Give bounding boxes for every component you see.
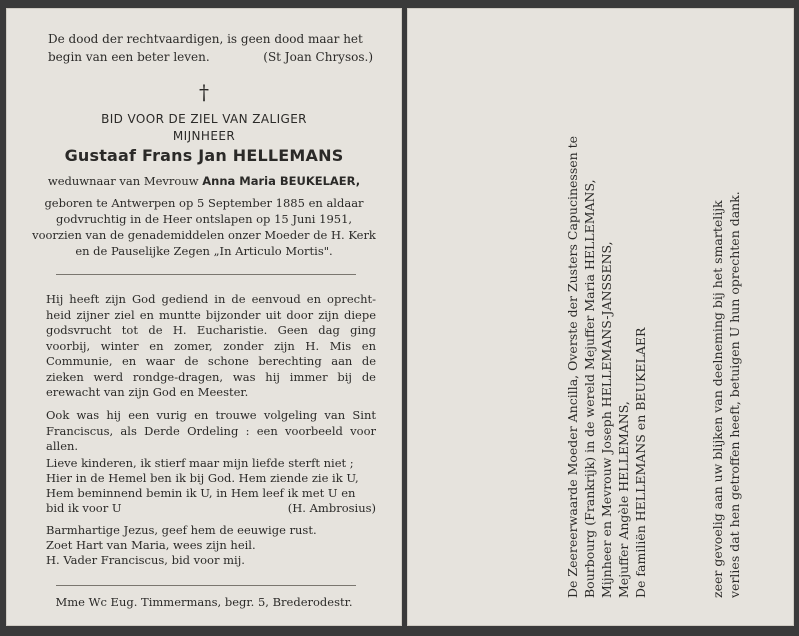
- epigraph-line-2: begin van een beter leven.: [48, 50, 210, 64]
- invocation-line: Barmhartige Jezus, geef hem de eeuwige rust.: [46, 523, 317, 537]
- poem-line: Lieve kinderen, ik stierf maar mijn liefde sterft niet ;: [46, 456, 354, 470]
- widower-line: [6, 174, 402, 188]
- divider: [56, 585, 356, 586]
- family-line: De Zeereerwaarde Moeder Ancilla, Overste der Zusters Capucinessen te: [565, 135, 580, 598]
- family-line: Mijnheer en Mevrouw Joseph HELLEMANS-JANSSENS,: [599, 241, 614, 598]
- poem-line: Hier in de Hemel ben ik bij God. Hem ziende zie ik U,: [46, 471, 359, 485]
- family-line: Bourbourg (Frankrijk) in de wereld Mejuffer Maria HELLEMANS,: [582, 179, 597, 598]
- franciscan-paragraph: Ook was hij een vurig en trouwe volgeling van Sint Franciscus, als Derde Ordeling : een voorbeeld voor allen.: [46, 408, 376, 453]
- widower-name: Anna Maria BEUKELAER,: [202, 174, 361, 188]
- farewell-poem: [46, 456, 376, 516]
- cross-icon: †: [199, 80, 209, 104]
- deceased-name: Gustaaf Frans Jan HELLEMANS: [64, 146, 344, 165]
- epigraph-source: (St Joan Chrysos.): [263, 50, 373, 64]
- family-line: De familiën HELLEMANS en BEUKELAER: [633, 327, 648, 598]
- detail-line: godvruchtig in de Heer ontslapen op 15 Juni 1951,: [55, 212, 353, 226]
- printer-credit: Mme Wc Eug. Timmermans, begr. 5, Brederodestr.: [55, 595, 353, 609]
- divider: [56, 274, 356, 275]
- family-announcement: [564, 38, 649, 598]
- memorial-card-back: [407, 8, 794, 626]
- biography-paragraph: Hij heeft zijn God gediend in de eenvoud en oprecht-heid zijner ziel en muntte bijzonder uit door zijn diepe godsvrucht tot de H. Eucharistie. Geen dag ging voorbij, winter en zomer, zonder zijn H. Mis en Communie, en waar de schone berechting aan de zieken werd rondge-dragen, was hij immer bij de erewacht van zijn God en Meester.: [46, 292, 376, 399]
- poem-line: Hem beminnend bemin ik U, in Hem leef ik met U en: [46, 486, 356, 500]
- family-line: Mejuffer Angèle HELLEMANS,: [616, 401, 631, 598]
- detail-line: en de Pauselijke Zegen „In Articulo Mortis".: [75, 244, 333, 258]
- invocation-line: H. Vader Franciscus, bid voor mij.: [46, 553, 245, 567]
- thanks-line: verlies dat hen getroffen heeft, betuigen U hun oprechten dank.: [727, 191, 742, 598]
- epigraph: [48, 30, 373, 66]
- prayer-heading: BID VOOR DE ZIEL VAN ZALIGER: [101, 112, 307, 126]
- invocations: [46, 523, 376, 568]
- poem-line: bid ik voor U: [46, 501, 122, 515]
- detail-line: voorzien van de genademiddelen onzer Moeder de H. Kerk: [32, 228, 376, 242]
- epigraph-line-1: De dood der rechtvaardigen, is geen dood maar het: [48, 32, 363, 46]
- detail-line: geboren te Antwerpen op 5 September 1885 en aldaar: [44, 196, 364, 210]
- title: MIJNHEER: [172, 129, 236, 143]
- invocation-line: Zoet Hart van Maria, wees zijn heil.: [46, 538, 256, 552]
- widower-prefix: weduwnaar van Mevrouw: [47, 174, 199, 188]
- thanks-message: [709, 68, 743, 598]
- memorial-card-front: [6, 8, 402, 626]
- thanks-line: zeer gevoelig aan uw blijken van deelneming bij het smartelijk: [710, 200, 725, 598]
- poem-attribution: (H. Ambrosius): [287, 501, 376, 515]
